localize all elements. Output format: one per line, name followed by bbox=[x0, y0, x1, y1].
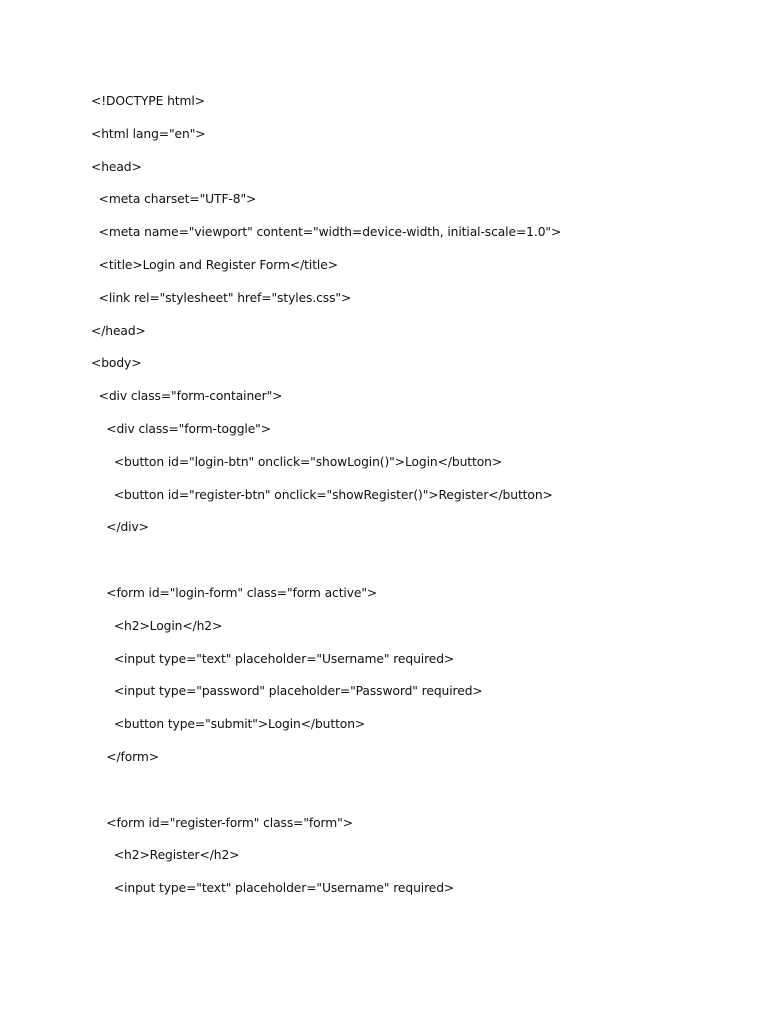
code-line: <button type="submit">Login</button> bbox=[91, 717, 366, 732]
code-line: <h2>Login</h2> bbox=[91, 618, 223, 633]
code-line: <link rel="stylesheet" href="styles.css"> bbox=[91, 290, 352, 305]
code-line: <input type="password" placeholder="Password" required> bbox=[91, 684, 483, 699]
code-line: <input type="text" placeholder="Username" required> bbox=[91, 651, 455, 666]
code-line: </form> bbox=[91, 749, 159, 764]
code-line: <div class="form-toggle"> bbox=[91, 421, 271, 436]
code-line: <form id="register-form" class="form"> bbox=[91, 815, 353, 830]
code-line: <body> bbox=[91, 356, 142, 371]
blank-line bbox=[91, 781, 561, 814]
code-line: </head> bbox=[91, 323, 146, 338]
blank-line bbox=[91, 551, 561, 584]
code-line: <input type="text" placeholder="Username" required> bbox=[91, 881, 455, 896]
code-line: <h2>Register</h2> bbox=[91, 848, 240, 863]
code-line: <title>Login and Register Form</title> bbox=[91, 257, 338, 272]
code-line: <!DOCTYPE html> bbox=[91, 94, 205, 108]
code-line: <meta name="viewport" content="width=device-width, initial-scale=1.0"> bbox=[91, 225, 562, 240]
code-line: </div> bbox=[91, 520, 149, 535]
code-line: <head> bbox=[91, 159, 142, 174]
code-line: <html lang="en"> bbox=[91, 126, 206, 141]
code-line: <button id="login-btn" onclick="showLogin()">Login</button> bbox=[91, 454, 503, 469]
code-line: <form id="login-form" class="form active"> bbox=[91, 585, 378, 600]
code-line: <meta charset="UTF-8"> bbox=[91, 192, 257, 207]
code-line: <button id="register-btn" onclick="showRegister()">Register</button> bbox=[91, 487, 553, 502]
code-line: <div class="form-container"> bbox=[91, 389, 283, 404]
code-listing bbox=[91, 92, 561, 912]
